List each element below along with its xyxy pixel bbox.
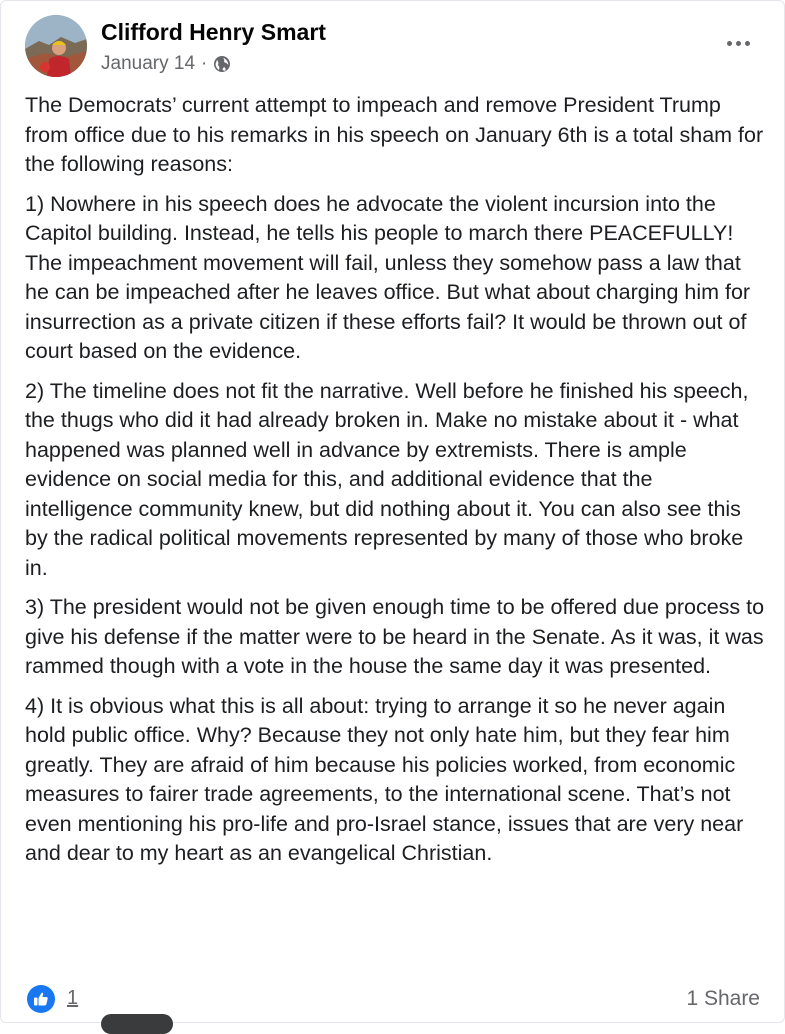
post-meta — [101, 53, 231, 75]
avatar-image — [25, 15, 87, 77]
like-count[interactable]: 1 — [67, 987, 79, 1009]
post-date[interactable]: January 14 — [101, 53, 196, 74]
post-body — [25, 91, 765, 879]
meta-separator: · — [201, 53, 208, 74]
post-paragraph: 4) It is obvious what this is all about: trying to arrange it so he never again hold public office. Why? Because they not only hate him, but they fear him greatly. They are afraid of him because his policies worked, from economic measures to fairer trade agreements, to the international scene. That’s not even mentioning his pro-life and pro-Israel stance, issues that are very near and dear to my heart as an evangelical Christian. — [25, 693, 744, 865]
avatar[interactable] — [25, 15, 87, 77]
post-paragraph: 1) Nowhere in his speech does he advocate the violent incursion into the Capitol building. Instead, he tells his people to march there PEACEFULLY! The impeachment movement will fail, unless they somehow pass a law that he can be impeached after he leaves office. But what about charging him for insurrection as a private citizen if these efforts fail? It would be thrown out of court based on the evidence. — [25, 191, 751, 363]
more-options-icon[interactable] — [718, 29, 758, 57]
share-count[interactable]: 1 Share — [686, 987, 760, 1010]
overlay-pill — [101, 1014, 173, 1034]
globe-icon[interactable] — [213, 55, 231, 73]
like-reaction-icon[interactable] — [27, 985, 55, 1013]
post-footer — [25, 983, 760, 1017]
post-paragraph: 3) The president would not be given enough time to be offered due process to give his defense if the matter were to be heard in the Senate. As it was, it was rammed though with a vote in the house the same day it was presented. — [25, 595, 765, 678]
post-header — [25, 15, 764, 81]
post-paragraph: The Democrats’ current attempt to impeach and remove President Trump from office due to his remarks in his speech on January 6th is a total sham for the following reasons: — [25, 93, 764, 176]
post-paragraph: 2) The timeline does not fit the narrative. Well before he finished his speech, the thugs who did it had already broken in. Make no mistake about it - what happened was planned well in advance by extremists. There is ample evidence on social media for this, and additional evidence that the intelligence community knew, but did nothing about it. You can also see this by the radical political movements represented by many of those who broke in. — [25, 378, 749, 580]
author-name[interactable]: Clifford Henry Smart — [101, 19, 326, 45]
